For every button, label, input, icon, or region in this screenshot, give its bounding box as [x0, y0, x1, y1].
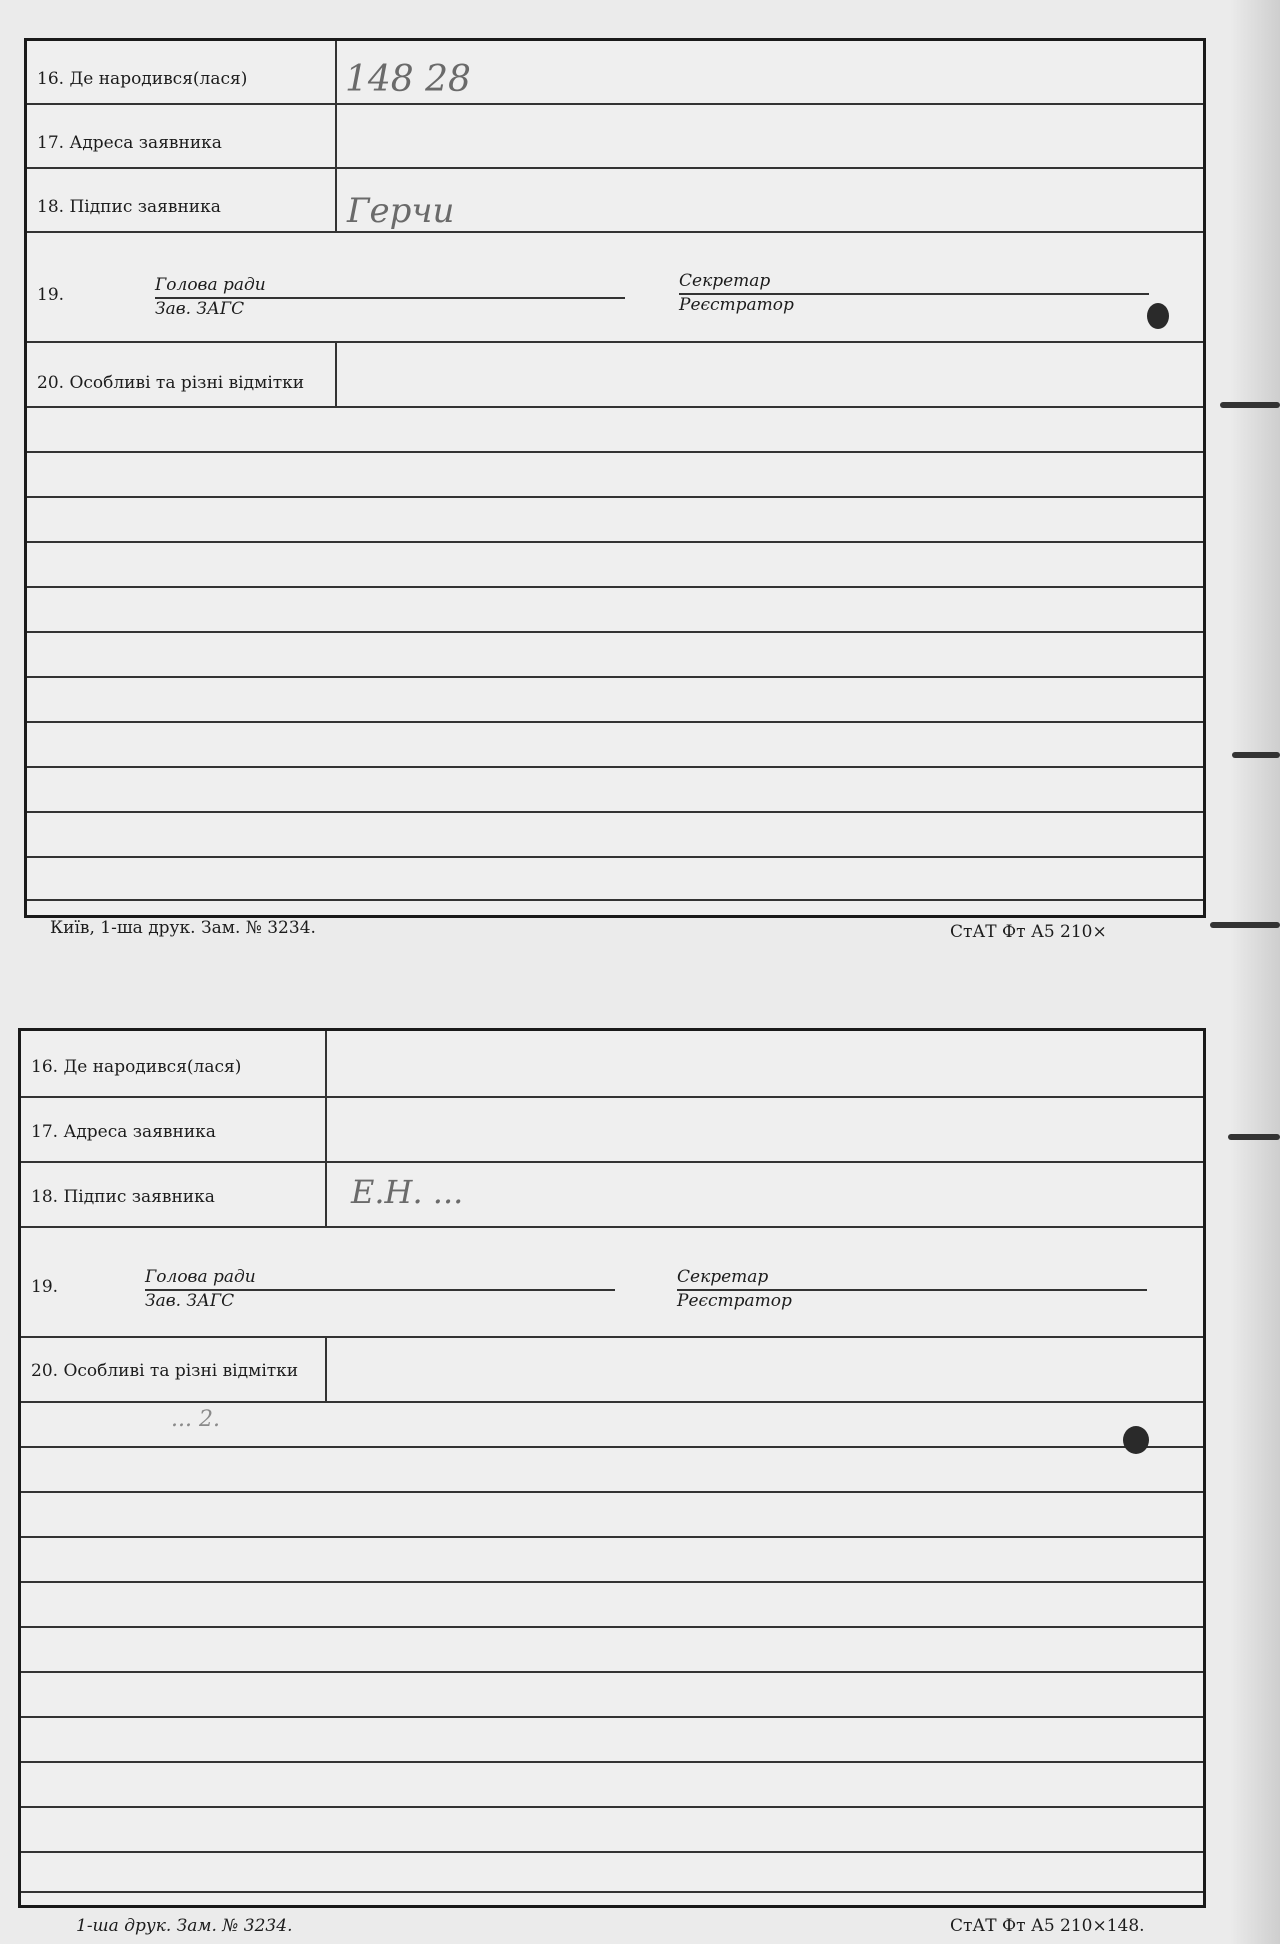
- column-divider: [325, 1031, 327, 1226]
- field-label-address: 17. Адреса заявника: [37, 133, 222, 153]
- secretary-label: Секретар: [679, 271, 771, 291]
- secretary-label: Секретар: [677, 1267, 769, 1287]
- page-tear: [1228, 1134, 1280, 1140]
- ruled-line: [21, 1761, 1203, 1763]
- ruled-line: [27, 811, 1203, 813]
- column-divider: [335, 41, 337, 231]
- head-zags-label: Зав. ЗАГС: [155, 299, 245, 319]
- ruled-line: [21, 1581, 1203, 1583]
- ruled-line: [21, 1446, 1203, 1448]
- field-label-address: 17. Адреса заявника: [31, 1122, 216, 1142]
- field-label-signature: 18. Підпис заявника: [31, 1187, 215, 1207]
- ruled-line: [21, 1806, 1203, 1808]
- handwritten-signature: Герчи: [347, 191, 455, 231]
- head-zags-label: Зав. ЗАГС: [145, 1291, 235, 1311]
- registrar-label: Реєстратор: [677, 1291, 792, 1311]
- row-divider: [21, 1226, 1203, 1228]
- page-tear: [1232, 752, 1280, 758]
- row-divider: [27, 103, 1203, 105]
- field-label-birthplace: 16. Де народився(лася): [37, 69, 248, 89]
- row-divider: [27, 231, 1203, 233]
- form-code: СтАТ Фт А5 210×: [950, 922, 1107, 942]
- row-divider: [27, 341, 1203, 343]
- page-tear: [1220, 402, 1280, 408]
- ruled-line: [27, 721, 1203, 723]
- ruled-line: [27, 586, 1203, 588]
- ruled-line: [27, 631, 1203, 633]
- ruled-line: [27, 541, 1203, 543]
- head-council-label: Голова ради: [145, 1267, 256, 1287]
- registrar-label: Реєстратор: [679, 295, 794, 315]
- row-divider: [21, 1096, 1203, 1098]
- field-label-notes: 20. Особливі та різні відмітки: [37, 373, 305, 393]
- row-divider: [21, 1161, 1203, 1163]
- faded-note: ... 2.: [171, 1407, 220, 1432]
- field-label-signature: 18. Підпис заявника: [37, 197, 221, 217]
- ruled-line: [27, 496, 1203, 498]
- ruled-line: [21, 1671, 1203, 1673]
- registration-form-bottom: [18, 1028, 1206, 1908]
- row-divider: [21, 1401, 1203, 1403]
- ruled-line: [21, 1626, 1203, 1628]
- registration-form-top: [24, 38, 1206, 918]
- page-edge-shadow: [1230, 0, 1280, 1944]
- ruled-line: [27, 899, 1203, 901]
- row-divider: [21, 1336, 1203, 1338]
- ruled-line: [27, 676, 1203, 678]
- ruled-line: [21, 1491, 1203, 1493]
- ruled-line: [21, 1851, 1203, 1853]
- ruled-line: [21, 1891, 1203, 1893]
- printer-imprint: 1-ша друк. Зам. № 3234.: [76, 1916, 293, 1936]
- ink-blot: [1123, 1426, 1149, 1454]
- column-divider: [325, 1336, 327, 1401]
- ink-blot: [1147, 303, 1169, 329]
- ruled-line: [27, 451, 1203, 453]
- page-tear: [1210, 922, 1280, 928]
- field-label-officials: 19.: [31, 1277, 59, 1297]
- row-divider: [27, 406, 1203, 408]
- row-divider: [27, 167, 1203, 169]
- column-divider: [335, 341, 337, 406]
- form-code: СтАТ Фт А5 210×148.: [950, 1916, 1145, 1936]
- ruled-line: [21, 1536, 1203, 1538]
- ruled-line: [27, 766, 1203, 768]
- field-label-officials: 19.: [37, 285, 65, 305]
- handwritten-signature: Е.Н. ...: [351, 1173, 464, 1211]
- head-council-label: Голова ради: [155, 275, 266, 295]
- ruled-line: [21, 1716, 1203, 1718]
- handwritten-birthplace: 148 28: [345, 59, 471, 100]
- ruled-line: [27, 856, 1203, 858]
- printer-imprint: Київ, 1-ша друк. Зам. № 3234.: [50, 918, 316, 938]
- field-label-notes: 20. Особливі та різні відмітки: [31, 1361, 299, 1381]
- field-label-birthplace: 16. Де народився(лася): [31, 1057, 242, 1077]
